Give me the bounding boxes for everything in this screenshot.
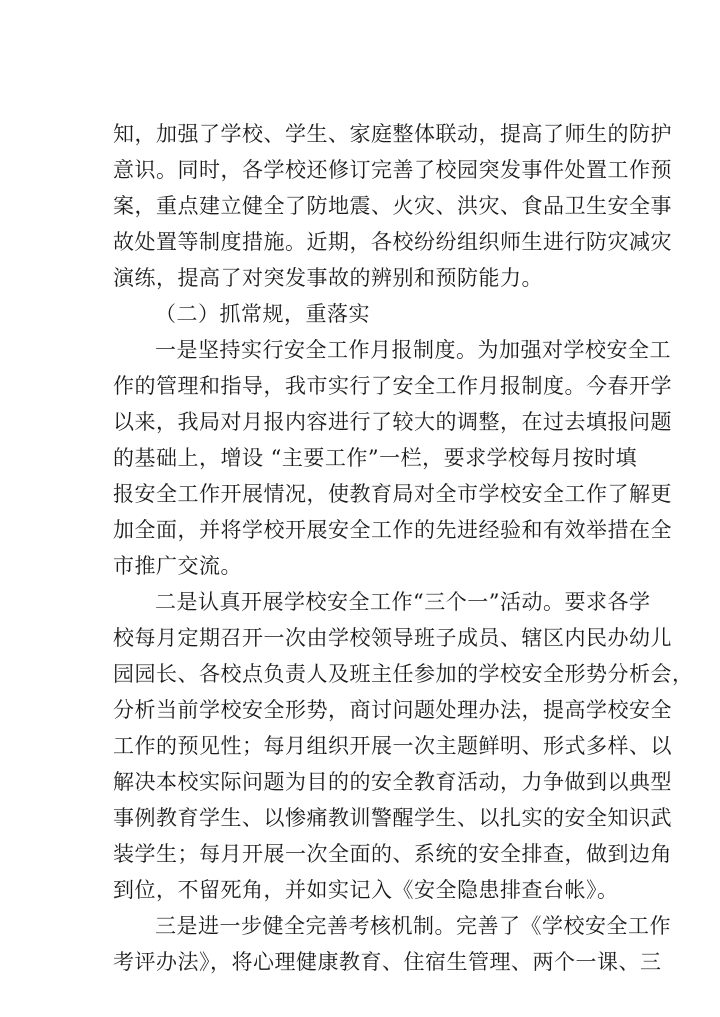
paragraph-line: 演练，提高了对突发事故的辨别和预防能力。 (113, 266, 543, 290)
paragraph-line: 的基础上，增设 “主要工作”一栏，要求学校每月按时填 (113, 446, 638, 470)
paragraph-line: 考评办法》，将心理健康教育、住宿生管理、两个一课、三 (113, 950, 662, 974)
paragraph-line: 解决本校实际问题为目的的安全教育活动，力争做到以典型 (113, 770, 672, 794)
paragraph-line: 故处置等制度措施。近期，各校纷纷组织师生进行防灾减灾 (113, 230, 672, 254)
paragraph-line: 知，加强了学校、学生、家庭整体联动，提高了师生的防护 (113, 122, 672, 146)
paragraph-line: 装学生；每月开展一次全面的、系统的安全排查，做到边角 (113, 842, 672, 866)
paragraph-line: 作的管理和指导，我市实行了安全工作月报制度。今春开学 (113, 374, 672, 398)
paragraph-line: 市推广交流。 (113, 554, 242, 578)
paragraph-line: 工作的预见性；每月组织开展一次主题鲜明、形式多样、以 (113, 734, 672, 758)
paragraph-line: 加全面，并将学校开展安全工作的先进经验和有效举措在全 (113, 518, 672, 542)
paragraph-line: 二是认真开展学校安全工作“三个一”活动。要求各学 (155, 590, 651, 614)
paragraph-line: 以来，我局对月报内容进行了较大的调整，在过去填报问题 (113, 410, 672, 434)
section-heading: （二）抓常规，重落实 (155, 302, 370, 326)
paragraph-line: 事例教育学生、以惨痛教训警醒学生、以扎实的安全知识武 (113, 806, 672, 830)
paragraph-line: 园园长、各校点负责人及班主任参加的学校安全形势分析会， (113, 662, 694, 686)
paragraph-line: 校每月定期召开一次由学校领导班子成员、辖区内民办幼儿 (113, 626, 672, 650)
paragraph-line: 三是进一步健全完善考核机制。完善了《学校安全工作 (155, 914, 671, 938)
paragraph-line: 意识。同时，各学校还修订完善了校园突发事件处置工作预 (113, 158, 672, 182)
paragraph-line: 到位，不留死角，并如实记入《安全隐患排查台帐》。 (113, 878, 619, 902)
paragraph-line: 分析当前学校安全形势，商讨问题处理办法，提高学校安全 (113, 698, 672, 722)
paragraph-line: 一是坚持实行安全工作月报制度。为加强对学校安全工 (155, 338, 671, 362)
paragraph-line: 案，重点建立健全了防地震、火灾、洪灾、食品卫生安全事 (113, 194, 672, 218)
paragraph-line: 报安全工作开展情况，使教育局对全市学校安全工作了解更 (113, 482, 672, 506)
